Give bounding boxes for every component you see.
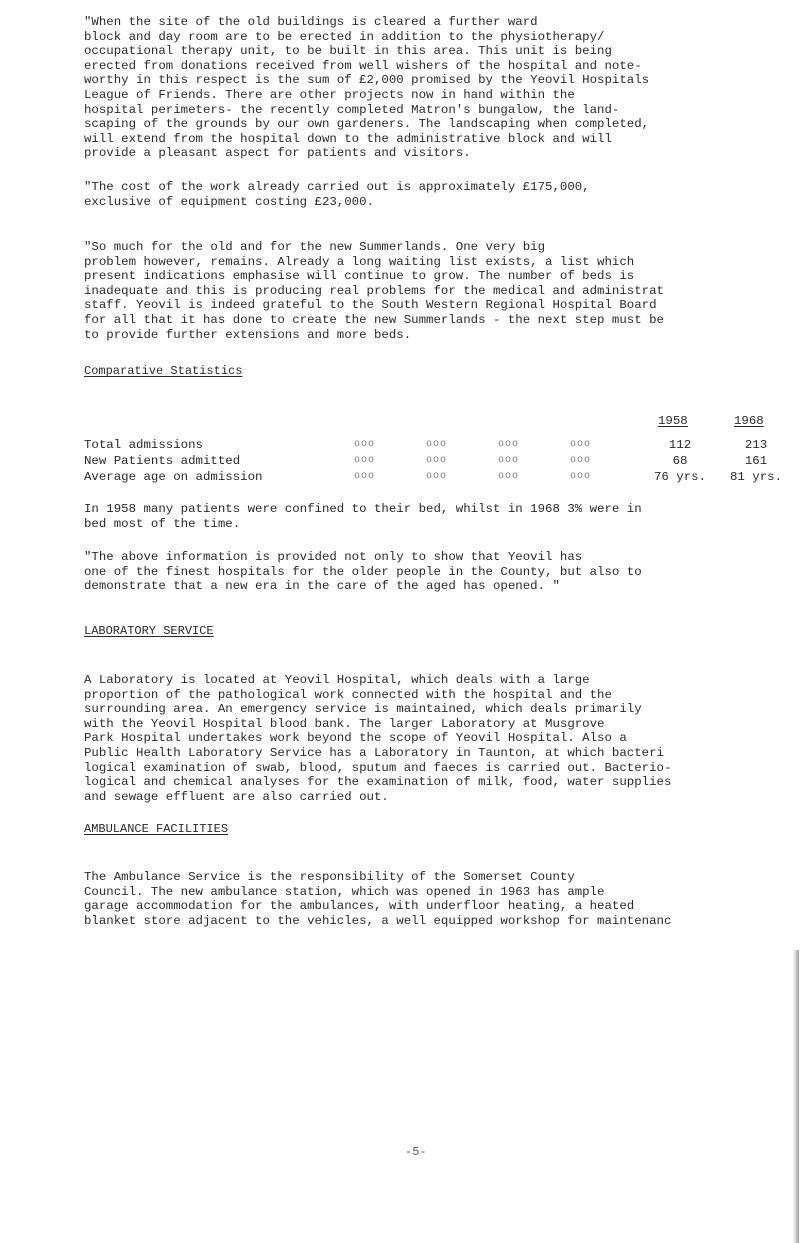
paragraph-waiting-list: "So much for the old and for the new Summerlands. One very big problem however, remains. Already a long waiting list exists, a list which present indications emphasise will continue to grow. The number of beds is inadequate and this is producing real problems for the medical and administrat staff. Yeovil is indeed grateful to the South Western Regional Hospital Board for all that it has done to create the new Summerlands - the next step must be to provide further extensions and more beds. — [84, 240, 664, 342]
stats-label: Average age on admission — [84, 470, 263, 484]
paragraph-new-buildings: "When the site of the old buildings is cleared a further ward block and day room are to be erected in addition to the physiotherapy/ occupational therapy unit, to be built in this area. This unit is being erected from donations received from well wishers of the hospital and note- worthy in this respect is the sum of £2,000 promised by the Yeovil Hospitals League of Friends. There are other projects now in hand within the hospital perimeters- the recently completed Matron's bungalow, the land- scaping of the grounds by our own gardeners. The landscaping when completed, will extend from the hospital down to the administrative block and will provide a pleasant aspect for patients and visitors. — [84, 15, 650, 161]
scan-page-edge — [793, 950, 799, 1243]
stats-label: New Patients admitted — [84, 454, 241, 468]
paragraph-new-era: "The above information is provided not only to show that Yeovil has one of the finest hospitals for the older people in the County, but also to demonstrate that a new era in the care of the aged has opened. " — [84, 550, 642, 594]
leader-dots: ooo — [426, 471, 448, 482]
stats-value-1968: 213 — [744, 438, 768, 452]
paragraph-cost: "The cost of the work already carried out is approximately £175,000, exclusive of equipment costing £23,000. — [84, 180, 590, 209]
heading-laboratory-service: LABORATORY SERVICE — [84, 624, 214, 638]
leader-dots: ooo — [426, 439, 448, 450]
heading-comparative-statistics: Comparative Statistics — [84, 364, 243, 378]
stats-value-1968: 81 yrs. — [729, 470, 783, 484]
leader-dots: ooo — [354, 471, 376, 482]
leader-dots: ooo — [354, 439, 376, 450]
stats-label: Total admissions — [84, 438, 203, 452]
leader-dots: ooo — [570, 471, 592, 482]
stats-value-1958: 68 — [672, 454, 688, 468]
stats-row — [84, 470, 796, 484]
leader-dots: ooo — [354, 455, 376, 466]
leader-dots: ooo — [426, 455, 448, 466]
heading-ambulance-facilities: AMBULANCE FACILITIES — [84, 822, 229, 836]
stats-year-header — [84, 414, 796, 428]
page-number: -5- — [405, 1145, 427, 1159]
leader-dots: ooo — [570, 439, 592, 450]
leader-dots: ooo — [498, 455, 520, 466]
year-1958-header: 1958 — [658, 414, 688, 428]
leader-dots: ooo — [498, 471, 520, 482]
stats-value-1968: 161 — [744, 454, 768, 468]
leader-dots: ooo — [570, 455, 592, 466]
stats-value-1958: 76 yrs. — [653, 470, 707, 484]
stats-row — [84, 438, 796, 452]
paragraph-bed-confinement: In 1958 many patients were confined to their bed, whilst in 1968 3% were in bed most of the time. — [84, 502, 642, 531]
year-1968-header: 1968 — [734, 414, 764, 428]
paragraph-ambulance: The Ambulance Service is the responsibility of the Somerset County Council. The new ambulance station, which was opened in 1963 has ample garage accommodation for the ambulances, with underfloor heating, a heated blanket store adjacent to the vehicles, a well equipped workshop for maintenanc — [84, 870, 672, 928]
stats-value-1958: 112 — [668, 438, 692, 452]
paragraph-laboratory: A Laboratory is located at Yeovil Hospital, which deals with a large proportion of the pathological work connected with the hospital and the surrounding area. An emergency service is maintained, which deals primarily with the Yeovil Hospital blood bank. The larger Laboratory at Musgrove Park Hospital undertakes work beyond the scope of Yeovil Hospital. Also a Public Health Laboratory Service has a Laboratory in Taunton, at which bacteri logical examination of swab, blood, sputum and faeces is carried out. Bacterio- logical and chemical analyses for the examination of milk, food, water supplies and sewage effluent are also carried out. — [84, 673, 672, 804]
stats-row — [84, 454, 796, 468]
leader-dots: ooo — [498, 439, 520, 450]
